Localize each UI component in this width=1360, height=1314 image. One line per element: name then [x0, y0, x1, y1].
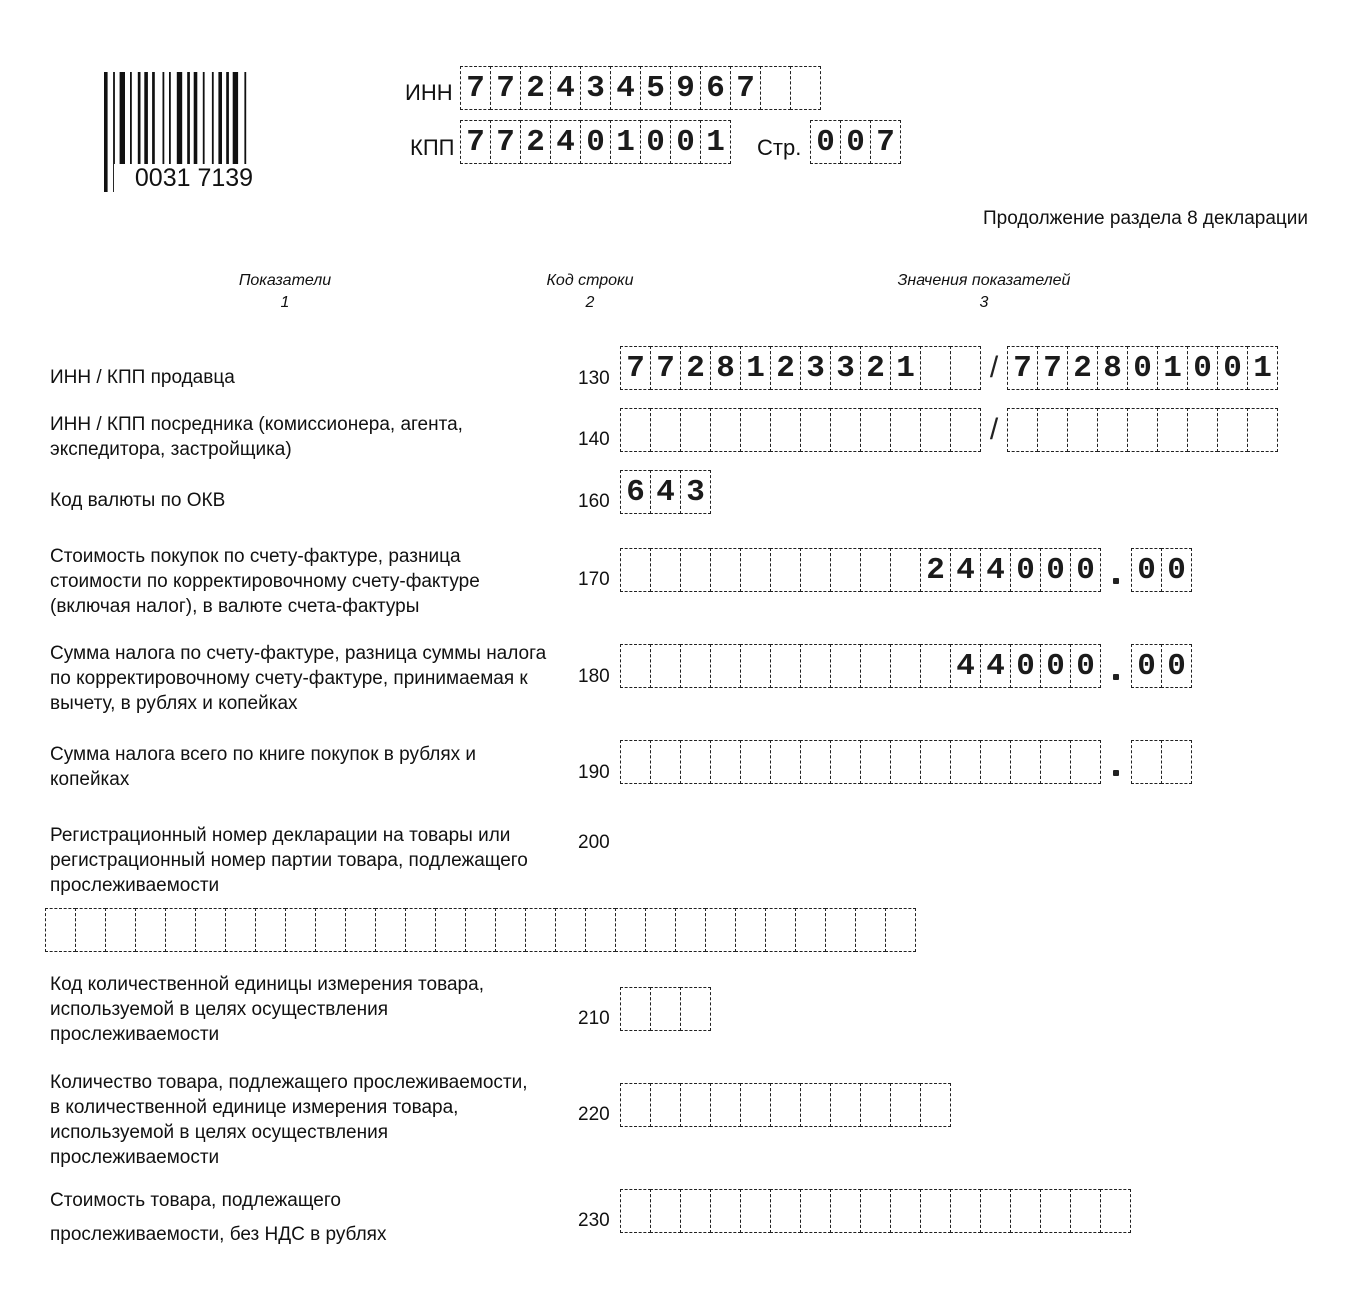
row-130-kpp-boxes-cell[interactable]: 7 [1037, 346, 1068, 390]
row-130-kpp-boxes-cell[interactable]: 7 [1007, 346, 1038, 390]
header-kpp-boxes-cell[interactable]: 0 [640, 120, 671, 164]
row-220-boxes-cell[interactable] [680, 1083, 711, 1127]
row-220-boxes-cell[interactable] [920, 1083, 951, 1127]
row-180-integer-boxes-cell[interactable]: 0 [1070, 644, 1101, 688]
header-kpp-boxes-cell[interactable]: 0 [580, 120, 611, 164]
row-230-code: 230 [578, 1210, 610, 1231]
row-190-integer-boxes-cell[interactable] [680, 740, 711, 784]
row-130-inn-boxes-cell[interactable]: 1 [740, 346, 771, 390]
row-180-integer-boxes-cell[interactable] [710, 644, 741, 688]
row-200-boxes-cell[interactable] [225, 908, 256, 952]
header-page-boxes[interactable] [810, 120, 901, 164]
row-230-boxes-cell[interactable] [680, 1189, 711, 1233]
header-kpp-boxes[interactable] [460, 120, 731, 164]
row-200-boxes-cell[interactable] [555, 908, 586, 952]
row-140-kpp-boxes-cell[interactable] [1217, 408, 1248, 452]
row-230-boxes-cell[interactable] [710, 1189, 741, 1233]
row-130-inn-boxes-cell[interactable] [950, 346, 981, 390]
row-210-boxes-cell[interactable] [650, 987, 681, 1031]
row-190-integer-boxes-cell[interactable] [740, 740, 771, 784]
row-170-integer-boxes-cell[interactable] [830, 548, 861, 592]
header-kpp-label: КПП [410, 135, 455, 160]
row-130-kpp-boxes-cell[interactable]: 1 [1157, 346, 1188, 390]
row-140-kpp-boxes-cell[interactable] [1037, 408, 1068, 452]
row-230-label-line-1: Стоимость товара, подлежащего [50, 1190, 341, 1211]
row-220-boxes[interactable] [620, 1083, 951, 1127]
column-header-1-number: 1 [280, 294, 290, 311]
row-220-code: 220 [578, 1104, 610, 1125]
row-130-kpp-boxes-cell[interactable]: 8 [1097, 346, 1128, 390]
header-inn-boxes-cell[interactable]: 9 [670, 66, 701, 110]
row-130-inn-boxes-cell[interactable]: 8 [710, 346, 741, 390]
row-140-inn-boxes-cell[interactable] [890, 408, 921, 452]
header-inn-boxes-cell[interactable]: 2 [520, 66, 551, 110]
header-inn-boxes-cell[interactable]: 7 [490, 66, 521, 110]
column-header-2 [490, 272, 690, 312]
row-210-boxes-cell[interactable] [620, 987, 651, 1031]
row-130-inn-boxes-cell[interactable]: 2 [680, 346, 711, 390]
row-130-kpp-boxes[interactable] [1007, 346, 1278, 390]
row-200-boxes-cell[interactable] [495, 908, 526, 952]
row-140-inn-boxes-cell[interactable] [740, 408, 771, 452]
column-header-3-number: 3 [979, 294, 989, 311]
header-kpp-boxes-cell[interactable]: 2 [520, 120, 551, 164]
row-230-boxes-cell[interactable] [950, 1189, 981, 1233]
row-180-decimal-boxes-cell[interactable]: 0 [1161, 644, 1192, 688]
row-200-boxes-cell[interactable] [195, 908, 226, 952]
row-130-inn-boxes-cell[interactable]: 1 [890, 346, 921, 390]
row-140-kpp-boxes-cell[interactable] [1007, 408, 1038, 452]
row-190-decimal-boxes-cell[interactable] [1131, 740, 1162, 784]
row-140-field[interactable] [620, 408, 1278, 452]
row-170-integer-boxes-cell[interactable]: 4 [980, 548, 1011, 592]
row-220-boxes-cell[interactable] [830, 1083, 861, 1127]
row-180-integer-boxes-cell[interactable] [800, 644, 831, 688]
row-200-code: 200 [578, 832, 610, 853]
row-230-boxes-cell[interactable] [650, 1189, 681, 1233]
row-210-boxes[interactable] [620, 987, 711, 1031]
header-inn-boxes-cell[interactable]: 3 [580, 66, 611, 110]
row-180-integer-boxes-cell[interactable]: 0 [1010, 644, 1041, 688]
row-130-kpp-boxes-cell[interactable]: 1 [1247, 346, 1278, 390]
header-inn-boxes-cell[interactable]: 7 [460, 66, 491, 110]
row-170-integer-boxes-cell[interactable] [710, 548, 741, 592]
row-220-boxes-cell[interactable] [740, 1083, 771, 1127]
row-230-boxes-cell[interactable] [620, 1189, 651, 1233]
row-190-integer-boxes-cell[interactable] [710, 740, 741, 784]
row-170-integer-boxes[interactable] [620, 548, 1101, 592]
row-180-integer-boxes-cell[interactable] [620, 644, 651, 688]
row-170-integer-boxes-cell[interactable]: 2 [920, 548, 951, 592]
row-230-boxes-cell[interactable] [920, 1189, 951, 1233]
row-180-integer-boxes-cell[interactable] [890, 644, 921, 688]
row-220-label: Количество товара, подлежащего прослеживаемости, в количественной единице измерения товара, используемой в целях осуществления прослеживаемости [50, 1072, 528, 1168]
row-190-integer-boxes[interactable] [620, 740, 1101, 784]
row-230-boxes-cell[interactable] [1010, 1189, 1041, 1233]
row-220-boxes-cell[interactable] [620, 1083, 651, 1127]
row-180-field[interactable] [620, 644, 1192, 688]
row-200-boxes-cell[interactable] [735, 908, 766, 952]
row-170-integer-boxes-cell[interactable] [650, 548, 681, 592]
row-190-integer-boxes-cell[interactable] [950, 740, 981, 784]
column-header-1-title: Показатели [238, 272, 332, 289]
row-160-code: 160 [578, 491, 610, 512]
row-170-integer-boxes-cell[interactable] [860, 548, 891, 592]
header-kpp-boxes-cell[interactable]: 1 [700, 120, 731, 164]
row-200-boxes-cell[interactable] [825, 908, 856, 952]
row-190-integer-boxes-cell[interactable] [770, 740, 801, 784]
row-180-integer-boxes-cell[interactable] [830, 644, 861, 688]
row-140-kpp-boxes-cell[interactable] [1157, 408, 1188, 452]
row-200-boxes-cell[interactable] [135, 908, 166, 952]
row-230-boxes[interactable] [620, 1189, 1131, 1233]
row-200-boxes-cell[interactable] [645, 908, 676, 952]
row-200-boxes-cell[interactable] [45, 908, 76, 952]
header-inn-boxes-cell[interactable]: 4 [610, 66, 641, 110]
row-190-integer-boxes-cell[interactable] [920, 740, 951, 784]
row-140-inn-boxes-cell[interactable] [680, 408, 711, 452]
header-kpp-boxes-cell[interactable]: 0 [670, 120, 701, 164]
row-200-boxes-cell[interactable] [405, 908, 436, 952]
row-200-boxes-cell[interactable] [585, 908, 616, 952]
row-200-boxes-cell[interactable] [315, 908, 346, 952]
row-140-inn-boxes-cell[interactable] [920, 408, 951, 452]
row-230-label [50, 1190, 386, 1246]
row-190-integer-boxes-cell[interactable] [980, 740, 1011, 784]
header-inn-label: ИНН [405, 80, 453, 105]
row-230-boxes-cell[interactable] [830, 1189, 861, 1233]
row-180-integer-boxes-cell[interactable] [860, 644, 891, 688]
row-140-kpp-boxes[interactable] [1007, 408, 1278, 452]
row-180-integer-boxes-cell[interactable]: 4 [980, 644, 1011, 688]
row-130-inn-boxes-cell[interactable]: 2 [770, 346, 801, 390]
row-200-boxes-cell[interactable] [285, 908, 316, 952]
row-170-code: 170 [578, 569, 610, 590]
row-200-boxes-cell[interactable] [255, 908, 286, 952]
row-140-kpp-boxes-cell[interactable] [1067, 408, 1098, 452]
row-190-code: 190 [578, 762, 610, 783]
row-140-inn-boxes-cell[interactable] [770, 408, 801, 452]
row-180-integer-boxes-cell[interactable] [770, 644, 801, 688]
row-180-integer-boxes-cell[interactable] [680, 644, 711, 688]
row-170-decimal-boxes-cell[interactable]: 0 [1131, 548, 1162, 592]
row-220-boxes-cell[interactable] [710, 1083, 741, 1127]
row-130-code: 130 [578, 368, 610, 389]
row-140-separator: / [989, 413, 999, 446]
row-220-boxes-cell[interactable] [860, 1083, 891, 1127]
row-200-boxes-cell[interactable] [105, 908, 136, 952]
row-180-integer-boxes-cell[interactable] [920, 644, 951, 688]
row-140-inn-boxes-cell[interactable] [710, 408, 741, 452]
row-190-integer-boxes-cell[interactable] [890, 740, 921, 784]
header-inn-boxes-cell[interactable] [760, 66, 791, 110]
row-170-integer-boxes-cell[interactable]: 4 [950, 548, 981, 592]
row-130-inn-boxes-cell[interactable]: 3 [830, 346, 861, 390]
row-180-decimal-boxes[interactable] [1131, 644, 1192, 688]
row-180-integer-boxes-cell[interactable]: 0 [1040, 644, 1071, 688]
row-130-separator: / [989, 351, 999, 384]
row-160-boxes-cell[interactable]: 3 [680, 470, 711, 514]
header-inn-boxes-cell[interactable]: 4 [550, 66, 581, 110]
column-header-2-title: Код строки [546, 272, 634, 289]
row-140-label: ИНН / КПП посредника (комиссионера, агента, экспедитора, застройщика) [50, 414, 463, 460]
row-190-decimal-point [1101, 740, 1131, 784]
row-170-integer-boxes-cell[interactable]: 0 [1040, 548, 1071, 592]
row-190-integer-boxes-cell[interactable] [860, 740, 891, 784]
row-170-field[interactable] [620, 548, 1192, 592]
row-200-boxes-cell[interactable] [465, 908, 496, 952]
row-140-inn-boxes-cell[interactable] [860, 408, 891, 452]
row-230-boxes-cell[interactable] [1040, 1189, 1071, 1233]
row-170-integer-boxes-cell[interactable] [740, 548, 771, 592]
row-140-inn-boxes-cell[interactable] [950, 408, 981, 452]
row-170-label: Стоимость покупок по счету-фактуре, разница стоимости по корректировочному счету-фактуре (включая налог), в валюте счета-фактуры [50, 546, 480, 617]
row-200-boxes-cell[interactable] [525, 908, 556, 952]
row-230-boxes-cell[interactable] [800, 1189, 831, 1233]
row-200-boxes-cell[interactable] [855, 908, 886, 952]
row-140-inn-boxes-cell[interactable] [830, 408, 861, 452]
row-190-integer-boxes-cell[interactable] [1070, 740, 1101, 784]
row-130-inn-boxes-cell[interactable]: 3 [800, 346, 831, 390]
row-200-label: Регистрационный номер декларации на товары или регистрационный номер партии товара, подлежащего прослеживаемости [50, 825, 528, 896]
row-190-integer-boxes-cell[interactable] [1010, 740, 1041, 784]
row-200-boxes-cell[interactable] [765, 908, 796, 952]
row-170-integer-boxes-cell[interactable]: 0 [1010, 548, 1041, 592]
section-title: Продолжение раздела 8 декларации [982, 208, 1308, 229]
column-header-3-title: Значения показателей [897, 272, 1071, 289]
row-180-integer-boxes[interactable] [620, 644, 1101, 688]
row-210-label: Код количественной единицы измерения товара, используемой в целях осуществления прослеживаемости [50, 974, 484, 1045]
row-180-integer-boxes-cell[interactable]: 4 [950, 644, 981, 688]
barcode [100, 72, 286, 192]
header-page-boxes-cell[interactable]: 0 [810, 120, 841, 164]
row-140-inn-boxes-cell[interactable] [620, 408, 651, 452]
row-180-integer-boxes-cell[interactable] [740, 644, 771, 688]
row-130-label: ИНН / КПП продавца [50, 367, 235, 388]
row-130-kpp-boxes-cell[interactable]: 0 [1217, 346, 1248, 390]
row-200-boxes-cell[interactable] [705, 908, 736, 952]
column-header-1 [185, 272, 385, 312]
row-170-integer-boxes-cell[interactable]: 0 [1070, 548, 1101, 592]
row-170-decimal-point [1101, 548, 1131, 592]
row-190-field[interactable] [620, 740, 1192, 784]
row-200-boxes[interactable] [45, 908, 916, 952]
row-220-boxes-cell[interactable] [770, 1083, 801, 1127]
header-inn-boxes[interactable] [460, 66, 821, 110]
row-130-kpp-boxes-cell[interactable]: 0 [1127, 346, 1158, 390]
row-200-boxes-cell[interactable] [345, 908, 376, 952]
barcode-number: 0031 7139 [134, 164, 254, 192]
row-230-boxes-cell[interactable] [1070, 1189, 1101, 1233]
row-190-integer-boxes-cell[interactable] [650, 740, 681, 784]
row-130-inn-boxes-cell[interactable]: 2 [860, 346, 891, 390]
row-140-inn-boxes[interactable] [620, 408, 981, 452]
row-220-boxes-cell[interactable] [650, 1083, 681, 1127]
row-170-integer-boxes-cell[interactable] [890, 548, 921, 592]
header-inn-boxes-cell[interactable]: 6 [700, 66, 731, 110]
row-170-integer-boxes-cell[interactable] [770, 548, 801, 592]
row-140-inn-boxes-cell[interactable] [800, 408, 831, 452]
row-200-boxes-cell[interactable] [615, 908, 646, 952]
row-190-integer-boxes-cell[interactable] [830, 740, 861, 784]
row-140-kpp-boxes-cell[interactable] [1247, 408, 1278, 452]
row-200-boxes-cell[interactable] [435, 908, 466, 952]
row-180-integer-boxes-cell[interactable] [650, 644, 681, 688]
row-200-boxes-cell[interactable] [75, 908, 106, 952]
row-190-decimal-boxes[interactable] [1131, 740, 1192, 784]
row-180-code: 180 [578, 666, 610, 687]
row-200-boxes-cell[interactable] [165, 908, 196, 952]
row-230-boxes-cell[interactable] [1100, 1189, 1131, 1233]
row-200-boxes-cell[interactable] [675, 908, 706, 952]
header-page-boxes-cell[interactable]: 7 [870, 120, 901, 164]
row-130-field[interactable] [620, 346, 1278, 390]
row-230-boxes-cell[interactable] [890, 1189, 921, 1233]
row-230-boxes-cell[interactable] [770, 1189, 801, 1233]
row-230-boxes-cell[interactable] [740, 1189, 771, 1233]
row-190-integer-boxes-cell[interactable] [800, 740, 831, 784]
column-header-3 [834, 272, 1134, 312]
row-180-decimal-point [1101, 644, 1131, 688]
header-kpp-boxes-cell[interactable]: 7 [490, 120, 521, 164]
row-210-boxes-cell[interactable] [680, 987, 711, 1031]
row-210-code: 210 [578, 1008, 610, 1029]
row-130-inn-boxes-cell[interactable] [920, 346, 951, 390]
row-170-decimal-boxes[interactable] [1131, 548, 1192, 592]
row-180-decimal-boxes-cell[interactable]: 0 [1131, 644, 1162, 688]
header-kpp-boxes-cell[interactable]: 4 [550, 120, 581, 164]
header-page-label: Стр. [757, 135, 802, 160]
row-140-inn-boxes-cell[interactable] [650, 408, 681, 452]
row-160-boxes[interactable] [620, 470, 711, 514]
row-140-code: 140 [578, 429, 610, 450]
row-190-integer-boxes-cell[interactable] [1040, 740, 1071, 784]
row-200-boxes-cell[interactable] [795, 908, 826, 952]
row-190-decimal-boxes-cell[interactable] [1161, 740, 1192, 784]
row-190-label: Сумма налога всего по книге покупок в рублях и копейках [50, 744, 477, 790]
row-190-integer-boxes-cell[interactable] [620, 740, 651, 784]
row-180-label: Сумма налога по счету-фактуре, разница суммы налога по корректировочному счету-фактуре, принимаемая к вычету, в рублях и копейках [50, 643, 547, 714]
row-230-boxes-cell[interactable] [980, 1189, 1011, 1233]
row-200-boxes-cell[interactable] [375, 908, 406, 952]
row-160-boxes-cell[interactable]: 6 [620, 470, 651, 514]
row-130-inn-boxes-cell[interactable]: 7 [650, 346, 681, 390]
row-170-decimal-boxes-cell[interactable]: 0 [1161, 548, 1192, 592]
row-170-integer-boxes-cell[interactable] [680, 548, 711, 592]
row-160-boxes-cell[interactable]: 4 [650, 470, 681, 514]
row-230-label-line-2: прослеживаемости, без НДС в рублях [50, 1224, 387, 1245]
header-inn-boxes-cell[interactable] [790, 66, 821, 110]
row-140-kpp-boxes-cell[interactable] [1097, 408, 1128, 452]
row-220-boxes-cell[interactable] [890, 1083, 921, 1127]
row-220-boxes-cell[interactable] [800, 1083, 831, 1127]
header-inn-boxes-cell[interactable]: 5 [640, 66, 671, 110]
row-140-kpp-boxes-cell[interactable] [1127, 408, 1158, 452]
row-230-boxes-cell[interactable] [860, 1189, 891, 1233]
header-inn-boxes-cell[interactable]: 7 [730, 66, 761, 110]
row-200-boxes-cell[interactable] [885, 908, 916, 952]
row-130-kpp-boxes-cell[interactable]: 2 [1067, 346, 1098, 390]
header-page-boxes-cell[interactable]: 0 [840, 120, 871, 164]
header-kpp-boxes-cell[interactable]: 7 [460, 120, 491, 164]
row-130-inn-boxes[interactable] [620, 346, 981, 390]
row-170-integer-boxes-cell[interactable] [800, 548, 831, 592]
row-130-kpp-boxes-cell[interactable]: 0 [1187, 346, 1218, 390]
column-header-2-number: 2 [585, 294, 595, 311]
row-140-kpp-boxes-cell[interactable] [1187, 408, 1218, 452]
row-160-label: Код валюты по ОКВ [50, 490, 226, 511]
row-130-inn-boxes-cell[interactable]: 7 [620, 346, 651, 390]
row-170-integer-boxes-cell[interactable] [620, 548, 651, 592]
header-kpp-boxes-cell[interactable]: 1 [610, 120, 641, 164]
